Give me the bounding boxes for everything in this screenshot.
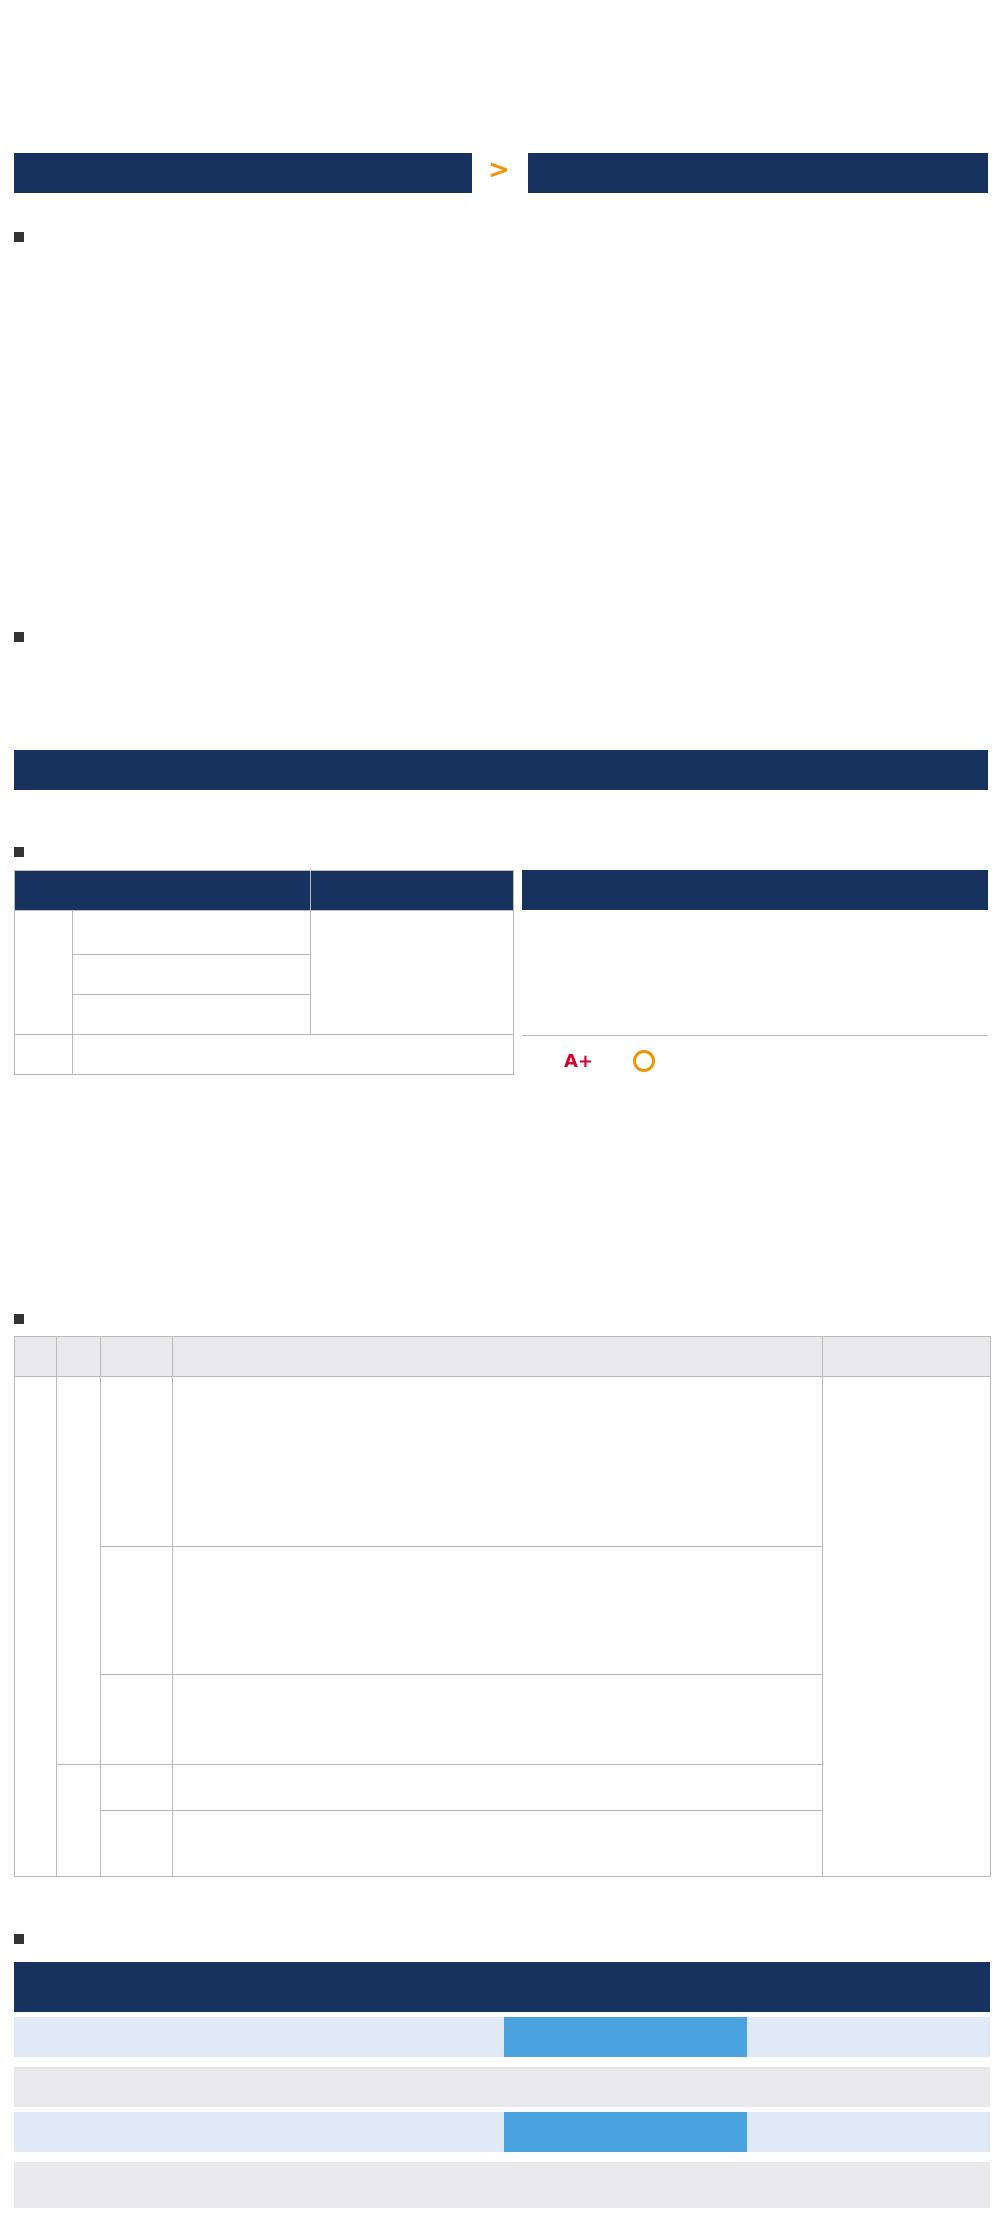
rank-table bbox=[14, 870, 514, 1075]
prep-step-1 bbox=[14, 153, 472, 193]
arrow-icon: > bbox=[488, 155, 510, 185]
qual-text bbox=[173, 1675, 823, 1765]
residence-criteria bbox=[823, 1377, 991, 1877]
deposit-row bbox=[14, 2017, 990, 2057]
service-flow bbox=[14, 750, 988, 790]
deposit-row bbox=[14, 2162, 990, 2208]
deposit-local bbox=[504, 2017, 747, 2057]
qual-rank-2 bbox=[57, 1765, 101, 1877]
deposit-header-row bbox=[14, 1962, 990, 2012]
asia-trust-logo-icon: A+ bbox=[564, 1050, 594, 1072]
qual-cat bbox=[101, 1675, 173, 1765]
qual-header bbox=[173, 1337, 823, 1377]
deposit-heading bbox=[14, 1930, 30, 1949]
rank-col-period bbox=[311, 871, 514, 911]
qual-rank-1 bbox=[57, 1377, 101, 1765]
qual-cat bbox=[101, 1765, 173, 1811]
deposit-row bbox=[14, 2112, 990, 2152]
qual-cat bbox=[101, 1377, 173, 1547]
rank-2-label bbox=[15, 1035, 73, 1075]
deposit-local bbox=[504, 2112, 747, 2152]
hanwha-logo-icon bbox=[633, 1050, 655, 1072]
prep-step-2 bbox=[528, 153, 988, 193]
qual-header bbox=[15, 1337, 57, 1377]
extra-heading bbox=[14, 628, 30, 647]
method-heading bbox=[14, 228, 30, 247]
deposit-row bbox=[14, 2067, 990, 2107]
qual-cat bbox=[101, 1547, 173, 1675]
rank-col-type bbox=[15, 871, 311, 911]
rank-heading bbox=[14, 843, 30, 862]
rank-item bbox=[73, 995, 311, 1035]
rank-2-desc bbox=[73, 1035, 514, 1075]
qual-header bbox=[101, 1337, 173, 1377]
households-bar bbox=[522, 870, 988, 910]
rank-item bbox=[73, 955, 311, 995]
qual-text bbox=[173, 1765, 823, 1811]
rank-1-label bbox=[15, 911, 73, 1035]
company-credits bbox=[560, 1050, 659, 1072]
qual-cat bbox=[101, 1811, 173, 1877]
rank-item bbox=[73, 911, 311, 955]
qual-text bbox=[173, 1377, 823, 1547]
rank-period bbox=[311, 911, 514, 1035]
qual-heading bbox=[14, 1310, 30, 1329]
qual-text bbox=[173, 1547, 823, 1675]
qual-header bbox=[57, 1337, 101, 1377]
qual-text bbox=[173, 1811, 823, 1877]
qual-header bbox=[823, 1337, 991, 1377]
housing-type bbox=[15, 1377, 57, 1877]
qualification-table bbox=[14, 1336, 991, 1877]
